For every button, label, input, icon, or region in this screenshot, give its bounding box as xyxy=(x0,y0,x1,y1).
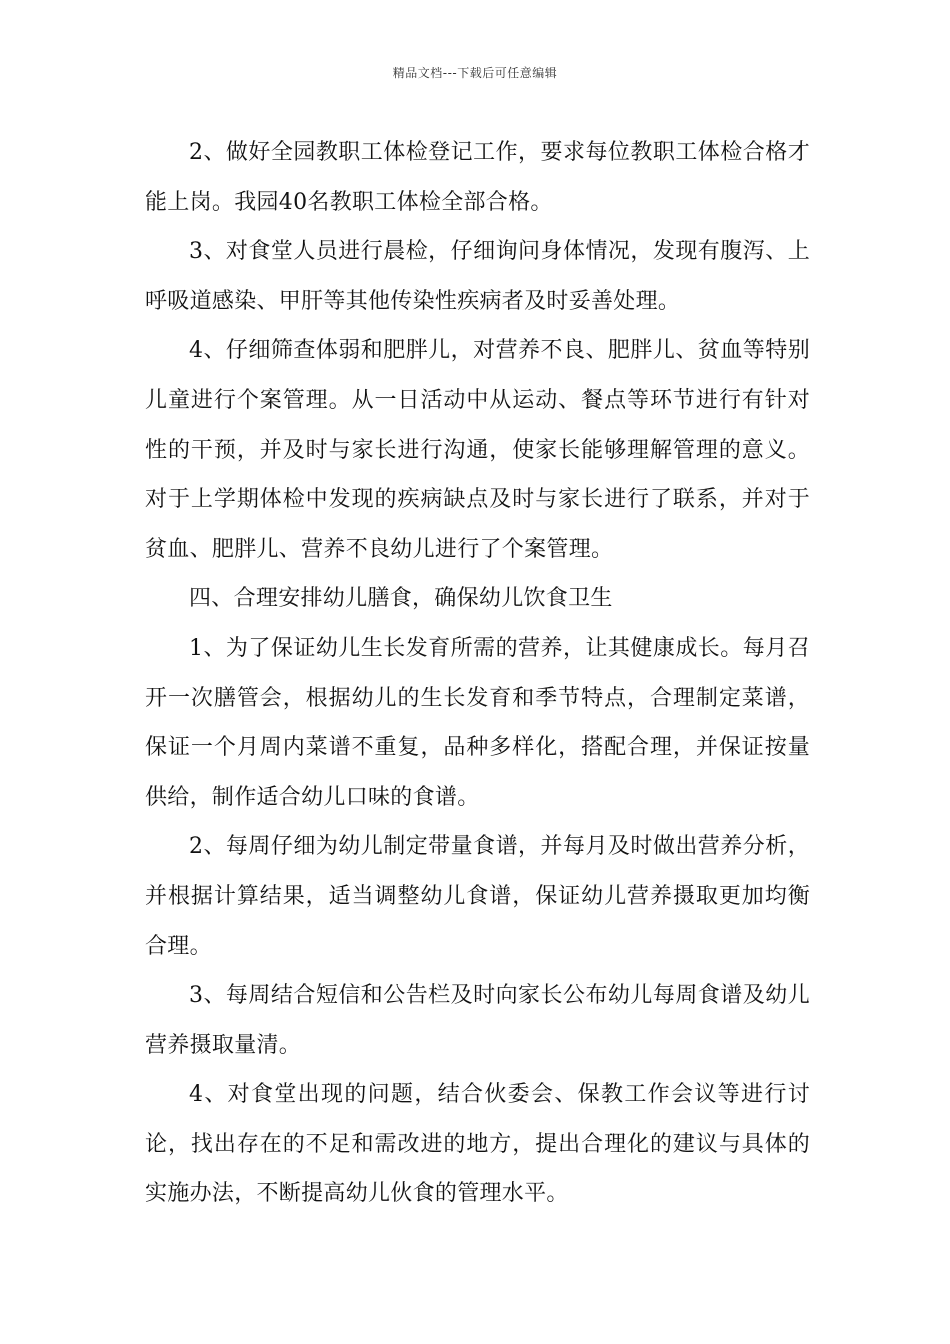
paragraph-menu-publication: 3、每周结合短信和公告栏及时向家长公布幼儿每周食谱及幼儿营养摄取量清。 xyxy=(145,983,810,1058)
paragraph-special-children-management: 4、仔细筛查体弱和肥胖儿，对营养不良、肥胖儿、贫血等特别儿童进行个案管理。从一日活动中从运动、餐点等环节进行有针对性的干预，并及时与家长进行沟通，使家长能够理解管理的意义。对于上学期体检中发现的疾病缺点及时与家长进行了联系，并对于贫血、肥胖儿、营养不良幼儿进行了个案管理。 xyxy=(145,338,810,562)
document-body xyxy=(145,128,810,1219)
paragraph-staff-health-check: 2、做好全园教职工体检登记工作，要求每位教职工体检合格才能上岗。我园40名教职工体检全部合格。 xyxy=(145,140,810,215)
paragraph-nutrition-analysis: 2、每周仔细为幼儿制定带量食谱，并每月及时做出营养分析，并根据计算结果，适当调整幼儿食谱，保证幼儿营养摄取更加均衡合理。 xyxy=(145,834,810,959)
paragraph-canteen-morning-check: 3、对食堂人员进行晨检，仔细询问身体情况，发现有腹泻、上呼吸道感染、甲肝等其他传染性疾病者及时妥善处理。 xyxy=(145,239,810,314)
section-heading-diet: 四、合理安排幼儿膳食，确保幼儿饮食卫生 xyxy=(189,586,613,612)
page-header: 精品文档---下载后可任意编辑 xyxy=(392,66,558,80)
paragraph-canteen-improvement: 4、对食堂出现的问题，结合伙委会、保教工作会议等进行讨论，找出存在的不足和需改进的地方，提出合理化的建议与具体的实施办法，不断提高幼儿伙食的管理水平。 xyxy=(145,1082,810,1207)
paragraph-menu-planning: 1、为了保证幼儿生长发育所需的营养，让其健康成长。每月召开一次膳管会，根据幼儿的生长发育和季节特点，合理制定菜谱，保证一个月周内菜谱不重复，品种多样化，搭配合理，并保证按量供给，制作适合幼儿口味的食谱。 xyxy=(145,635,810,810)
